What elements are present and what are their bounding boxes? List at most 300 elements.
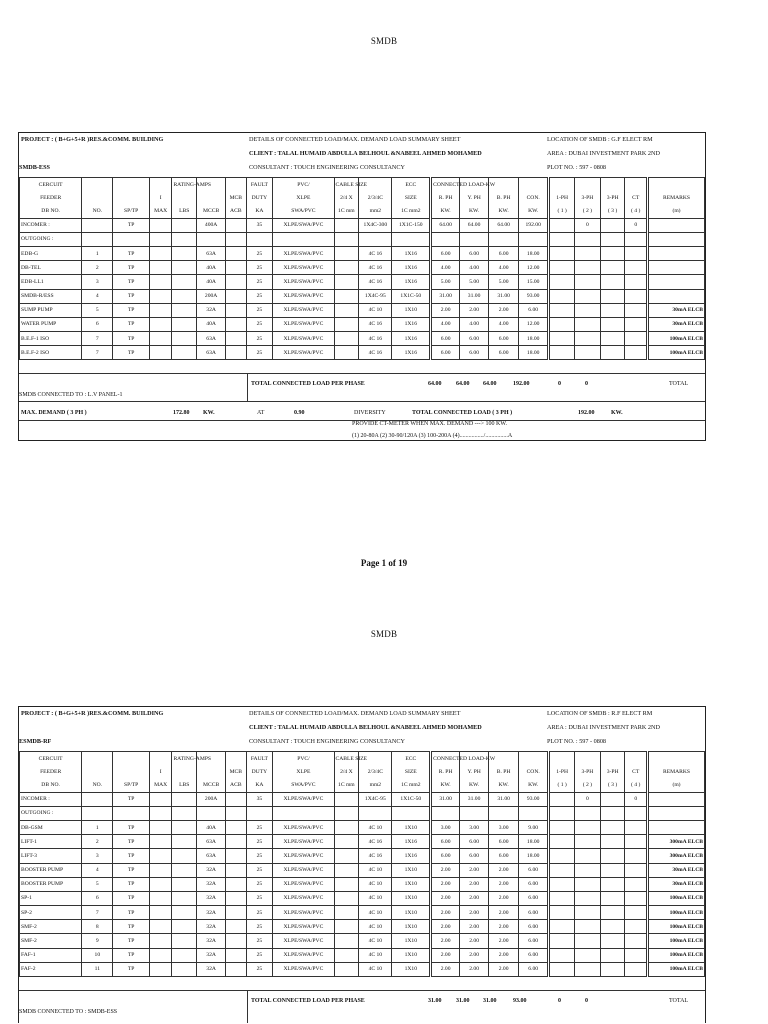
table-cell: XLPE/SWA/PVC <box>273 891 334 905</box>
header-cell: SP/TP <box>113 204 150 218</box>
table-cell <box>149 289 172 303</box>
table-cell: 2.00 <box>489 863 519 877</box>
table-cell: 32A <box>197 891 226 905</box>
table-cell <box>600 246 625 260</box>
header-cell: KW. <box>489 778 519 792</box>
header-cell: KW. <box>460 778 489 792</box>
table-cell: 3.00 <box>460 820 489 834</box>
table-cell: 1X10 <box>392 863 431 877</box>
header-row <box>20 778 705 792</box>
table-cell <box>334 261 359 275</box>
table-cell <box>359 232 392 246</box>
table-cell: 10 <box>82 948 113 962</box>
total-r: 64.00 <box>428 381 442 388</box>
header-cell: PVC/ <box>273 752 334 766</box>
table-cell: 2.00 <box>460 906 489 920</box>
table-cell: 40A <box>197 275 226 289</box>
db-name: SMDB-ESS <box>19 164 50 171</box>
table-cell: XLPE/SWA/PVC <box>273 246 334 260</box>
table-cell <box>600 891 625 905</box>
sheet2-title: SMDB <box>370 629 398 639</box>
table-cell <box>549 835 575 849</box>
table-cell: 4.00 <box>431 317 460 331</box>
table-cell <box>334 877 359 891</box>
table-cell: 6.00 <box>460 346 489 360</box>
table-cell: 1X16 <box>392 346 431 360</box>
header-cell: 3-PH <box>574 765 600 778</box>
table-cell <box>334 806 359 820</box>
table-cell <box>574 891 600 905</box>
page-number: Page 1 of 19 <box>360 558 408 568</box>
header-cell: ( 2 ) <box>574 204 600 218</box>
max-demand-value: 172.80 <box>173 410 190 417</box>
table-cell: 1X4C-300 <box>359 218 392 232</box>
table-cell: 4.00 <box>489 317 519 331</box>
table-cell: 12.00 <box>519 317 549 331</box>
table-cell: 6.00 <box>460 835 489 849</box>
remarks-cell: 100mA ELCB <box>647 891 704 905</box>
header-cell: MCCB <box>197 204 226 218</box>
table-cell: 4C 10 <box>359 934 392 948</box>
header-cell <box>113 765 150 778</box>
table-cell <box>625 835 648 849</box>
feeder-cell: FAF-2 <box>20 962 82 976</box>
table-cell <box>600 820 625 834</box>
table-cell: 6.00 <box>489 246 519 260</box>
table-cell: 2.00 <box>431 863 460 877</box>
table-cell <box>172 962 197 976</box>
table-cell: TP <box>113 962 150 976</box>
table-cell: 6.00 <box>489 835 519 849</box>
table-cell: 4.00 <box>431 261 460 275</box>
load-table <box>19 751 705 977</box>
table-cell <box>226 289 246 303</box>
header-cell: CT <box>625 191 648 204</box>
table-cell: 32A <box>197 877 226 891</box>
header-cell: MCB <box>226 765 246 778</box>
table-cell <box>334 934 359 948</box>
table-cell <box>172 920 197 934</box>
table-cell: 32A <box>197 920 226 934</box>
total-label: TOTAL CONNECTED LOAD PER PHASE <box>251 381 365 388</box>
table-cell: 200A <box>197 289 226 303</box>
table-cell <box>334 863 359 877</box>
remarks-cell: 100mA ELCB <box>647 346 704 360</box>
table-cell: 0 <box>574 218 600 232</box>
table-cell: XLPE/SWA/PVC <box>273 849 334 863</box>
header-cell: KW. <box>431 204 460 218</box>
table-cell: 6.00 <box>519 877 549 891</box>
kw-unit-2: KW. <box>611 410 623 417</box>
header-cell <box>172 765 197 778</box>
table-cell: 7 <box>82 906 113 920</box>
plot-label: PLOT NO. : 597 - 0808 <box>547 738 607 745</box>
table-cell: 4.00 <box>460 261 489 275</box>
table-cell: 6.00 <box>431 835 460 849</box>
table-cell: TP <box>113 275 150 289</box>
table-cell <box>82 792 113 806</box>
table-cell: 1X4C-95 <box>359 289 392 303</box>
table-cell: 1X10 <box>392 962 431 976</box>
table-cell <box>625 275 648 289</box>
header-cell: B. PH <box>489 765 519 778</box>
table-cell: 0 <box>574 792 600 806</box>
header-cell: 3-PH <box>574 191 600 204</box>
table-cell <box>334 218 359 232</box>
total-1ph: 0 <box>558 998 561 1004</box>
table-cell <box>625 820 648 834</box>
table-cell <box>574 948 600 962</box>
table-cell: 18.00 <box>519 332 549 346</box>
header-cell <box>549 178 575 192</box>
table-row <box>20 346 705 360</box>
table-cell: 6.00 <box>519 303 549 317</box>
table-cell: 2.00 <box>460 934 489 948</box>
table-cell: TP <box>113 820 150 834</box>
table-cell: 32A <box>197 303 226 317</box>
table-cell: 2.00 <box>431 934 460 948</box>
table-cell <box>197 232 226 246</box>
table-cell: 25 <box>246 261 273 275</box>
sheet1-header <box>19 133 705 177</box>
table-cell: 6.00 <box>519 891 549 905</box>
table-cell <box>574 906 600 920</box>
table-cell: XLPE/SWA/PVC <box>273 863 334 877</box>
header-cell: KW. <box>519 778 549 792</box>
table-cell <box>625 962 648 976</box>
table-cell: 4C 10 <box>359 891 392 905</box>
table-cell: 2.00 <box>489 948 519 962</box>
header-cell: MCCB <box>197 778 226 792</box>
table-cell <box>600 849 625 863</box>
table-row <box>20 891 705 905</box>
table-cell: 18.00 <box>519 246 549 260</box>
header-cell <box>149 752 172 766</box>
header-cell <box>113 752 150 766</box>
table-cell: 40A <box>197 261 226 275</box>
table-cell <box>226 317 246 331</box>
table-cell: 4C 16 <box>359 849 392 863</box>
table-cell <box>149 275 172 289</box>
table-cell <box>172 934 197 948</box>
table-cell <box>172 806 197 820</box>
feeder-cell: SMF-2 <box>20 920 82 934</box>
header-cell <box>226 752 246 766</box>
table-cell <box>600 303 625 317</box>
total-1ph: 0 <box>558 381 561 388</box>
table-cell <box>600 317 625 331</box>
header-cell: ( 3 ) <box>600 204 625 218</box>
header-cell: 3-PH <box>600 191 625 204</box>
table-cell: 6.00 <box>519 906 549 920</box>
table-row <box>20 820 705 834</box>
remarks-cell: 300mA ELCB <box>647 849 704 863</box>
table-cell: 6.00 <box>489 849 519 863</box>
table-cell: 32A <box>197 863 226 877</box>
table-cell: 1X1C-50 <box>392 792 431 806</box>
project-label: PROJECT : ( B+G+5+R )RES.&COMM. BUILDING <box>21 710 164 717</box>
table-cell <box>625 806 648 820</box>
table-cell: 25 <box>246 332 273 346</box>
header-cell: 3-PH <box>600 765 625 778</box>
consultant-label: CONSULTANT : TOUCH ENGINEERING CONSULTANCY <box>249 164 405 171</box>
remarks-cell: 300mA ELCB <box>647 835 704 849</box>
header-cell: ECC <box>392 752 431 766</box>
table-cell <box>273 232 334 246</box>
total-3ph: 0 <box>585 998 588 1004</box>
table-cell: 2.00 <box>431 906 460 920</box>
table-row <box>20 261 705 275</box>
table-cell <box>519 232 549 246</box>
header-cell <box>574 752 600 766</box>
header-cell: ( 2 ) <box>574 778 600 792</box>
total-3ph: 0 <box>585 381 588 388</box>
table-cell <box>226 332 246 346</box>
table-cell: 6.00 <box>431 346 460 360</box>
table-cell: 64.00 <box>431 218 460 232</box>
table-cell: 2.00 <box>460 962 489 976</box>
table-cell: TP <box>113 948 150 962</box>
table-cell: 32A <box>197 948 226 962</box>
table-cell: 35 <box>246 218 273 232</box>
table-cell: 4C 16 <box>359 246 392 260</box>
kw-unit: KW. <box>203 410 215 417</box>
table-cell <box>226 303 246 317</box>
table-cell <box>82 806 113 820</box>
sheet1-title: SMDB <box>370 36 398 46</box>
table-cell: 1X16 <box>392 317 431 331</box>
table-cell: 4C 16 <box>359 275 392 289</box>
table-cell: 93.00 <box>519 792 549 806</box>
table-cell: 7 <box>82 332 113 346</box>
table-cell <box>226 806 246 820</box>
table-cell <box>226 849 246 863</box>
feeder-cell: EDB-G <box>20 246 82 260</box>
table-cell: 5 <box>82 303 113 317</box>
table-cell: 5 <box>82 877 113 891</box>
table-cell <box>549 962 575 976</box>
table-cell <box>600 792 625 806</box>
sheet1-footer <box>19 360 705 440</box>
header-cell: SIZE <box>392 765 431 778</box>
header-cell: 1C mm <box>334 204 359 218</box>
max-demand-label: MAX. DEMAND ( 3 PH ) <box>21 410 87 417</box>
table-cell: 32A <box>197 962 226 976</box>
header-cell: DB NO. <box>20 778 82 792</box>
header-cell: mm2 <box>359 204 392 218</box>
table-cell: 2 <box>82 261 113 275</box>
header-cell: FEEDER <box>20 765 82 778</box>
table-cell <box>334 906 359 920</box>
table-cell: 18.00 <box>519 346 549 360</box>
table-cell: 25 <box>246 891 273 905</box>
table-cell <box>625 289 648 303</box>
feeder-cell: SUMP PUMP <box>20 303 82 317</box>
feeder-cell: SP-1 <box>20 891 82 905</box>
table-cell: 40A <box>197 317 226 331</box>
table-cell: XLPE/SWA/PVC <box>273 948 334 962</box>
table-cell <box>113 232 150 246</box>
total-word: TOTAL <box>669 998 689 1004</box>
table-cell <box>172 906 197 920</box>
table-cell <box>149 218 172 232</box>
remarks-cell <box>647 792 704 806</box>
header-row <box>20 204 705 218</box>
table-cell <box>334 948 359 962</box>
header-cell: FEEDER <box>20 191 82 204</box>
client-label: CLIENT : TALAL HUMAID ABDULLA BELHOUL &NABEEL AHMED MOHAMED <box>249 150 482 157</box>
table-cell <box>149 246 172 260</box>
feeder-cell: INCOMER : <box>20 792 82 806</box>
table-cell: 2.00 <box>489 303 519 317</box>
header-cell: CABLE SIZE <box>334 178 359 192</box>
table-cell: 4C 16 <box>359 835 392 849</box>
table-cell: 18.00 <box>519 849 549 863</box>
table-cell: 1X16 <box>392 849 431 863</box>
table-cell: 2.00 <box>431 303 460 317</box>
table-cell <box>574 275 600 289</box>
table-cell: XLPE/SWA/PVC <box>273 820 334 834</box>
table-cell: TP <box>113 261 150 275</box>
location-label: LOCATION OF SMDB : R.F ELECT RM <box>547 710 653 717</box>
header-cell: I <box>149 191 172 204</box>
remarks-cell: 30mA ELCB <box>647 863 704 877</box>
header-cell <box>149 178 172 192</box>
table-cell: 63A <box>197 332 226 346</box>
header-cell <box>197 191 226 204</box>
header-cell: ( 1 ) <box>549 778 575 792</box>
header-cell: ( 4 ) <box>625 204 648 218</box>
table-cell <box>600 232 625 246</box>
header-cell: ACB <box>226 778 246 792</box>
table-cell: 4C 10 <box>359 877 392 891</box>
remarks-cell: 30mA ELCB <box>647 317 704 331</box>
table-cell <box>246 806 273 820</box>
table-cell <box>334 792 359 806</box>
table-cell: 5.00 <box>489 275 519 289</box>
table-cell <box>549 218 575 232</box>
header-cell: REMARKS <box>647 765 704 778</box>
table-cell: 2.00 <box>431 920 460 934</box>
header-cell: ACB <box>226 204 246 218</box>
table-cell: TP <box>113 303 150 317</box>
connected-to: SMDB CONNECTED TO : SMDB-ESS <box>19 1009 118 1015</box>
header-cell: CONNECTED LOAD-KW <box>431 752 460 766</box>
table-cell: TP <box>113 835 150 849</box>
table-cell: 25 <box>246 275 273 289</box>
table-cell <box>226 920 246 934</box>
table-cell <box>334 849 359 863</box>
table-cell <box>226 820 246 834</box>
table-cell: TP <box>113 246 150 260</box>
table-cell: 400A <box>197 218 226 232</box>
table-cell: TP <box>113 218 150 232</box>
table-cell: 4C 10 <box>359 906 392 920</box>
table-cell: 4C 10 <box>359 920 392 934</box>
table-cell: 1X16 <box>392 246 431 260</box>
table-cell: 25 <box>246 863 273 877</box>
total-con: 192.00 <box>513 381 530 388</box>
table-row <box>20 232 705 246</box>
header-cell: CERCUIT <box>20 178 82 192</box>
table-cell <box>226 962 246 976</box>
header-cell: SWA/PVC <box>273 204 334 218</box>
table-cell <box>625 246 648 260</box>
sheet2 <box>18 706 706 1023</box>
table-cell: 6.00 <box>431 246 460 260</box>
header-cell: ( 4 ) <box>625 778 648 792</box>
header-cell: Y. PH <box>460 765 489 778</box>
table-cell <box>226 891 246 905</box>
table-cell <box>549 920 575 934</box>
table-cell: 40A <box>197 820 226 834</box>
details-label: DETAILS OF CONNECTED LOAD/MAX. DEMAND LOAD SUMMARY SHEET <box>249 136 461 143</box>
feeder-cell: LIFT-1 <box>20 835 82 849</box>
table-cell <box>549 792 575 806</box>
table-cell <box>625 232 648 246</box>
table-cell <box>334 289 359 303</box>
feeder-cell: OUTGOING : <box>20 232 82 246</box>
table-cell <box>226 246 246 260</box>
table-cell: 93.00 <box>519 289 549 303</box>
remarks-cell <box>647 246 704 260</box>
table-cell: 6.00 <box>519 920 549 934</box>
header-cell: MCB <box>226 191 246 204</box>
header-row <box>20 765 705 778</box>
table-row <box>20 792 705 806</box>
header-cell: SIZE <box>392 191 431 204</box>
remarks-cell: 100mA ELCB <box>647 948 704 962</box>
table-row <box>20 877 705 891</box>
table-cell: 25 <box>246 346 273 360</box>
table-cell <box>549 275 575 289</box>
table-cell: TP <box>113 849 150 863</box>
remarks-cell: 100mA ELCB <box>647 934 704 948</box>
table-cell <box>197 806 226 820</box>
table-cell: 1X4C-95 <box>359 792 392 806</box>
table-cell <box>226 261 246 275</box>
table-cell: 4C 10 <box>359 863 392 877</box>
table-cell <box>226 218 246 232</box>
table-cell: TP <box>113 317 150 331</box>
table-cell <box>549 232 575 246</box>
table-cell <box>172 218 197 232</box>
table-cell: 25 <box>246 289 273 303</box>
table-cell: 25 <box>246 849 273 863</box>
header-cell <box>82 765 113 778</box>
connected-to: SMDB CONNECTED TO : L.V PANEL-1 <box>19 392 123 399</box>
table-cell: 1X10 <box>392 303 431 317</box>
table-row <box>20 332 705 346</box>
table-row <box>20 317 705 331</box>
table-cell <box>574 820 600 834</box>
total-y: 64.00 <box>456 381 470 388</box>
table-cell <box>226 906 246 920</box>
feeder-cell: DB-TEL <box>20 261 82 275</box>
header-cell: MAX <box>149 778 172 792</box>
table-cell <box>549 877 575 891</box>
table-cell: 6.00 <box>460 849 489 863</box>
table-cell: 25 <box>246 962 273 976</box>
feeder-cell: LIFT-3 <box>20 849 82 863</box>
table-cell <box>600 877 625 891</box>
total-r: 31.00 <box>428 998 442 1004</box>
table-cell: 64.00 <box>489 218 519 232</box>
feeder-cell: SMF-2 <box>20 934 82 948</box>
header-cell <box>625 752 648 766</box>
header-cell: KW. <box>489 204 519 218</box>
header-cell: ECC <box>392 178 431 192</box>
